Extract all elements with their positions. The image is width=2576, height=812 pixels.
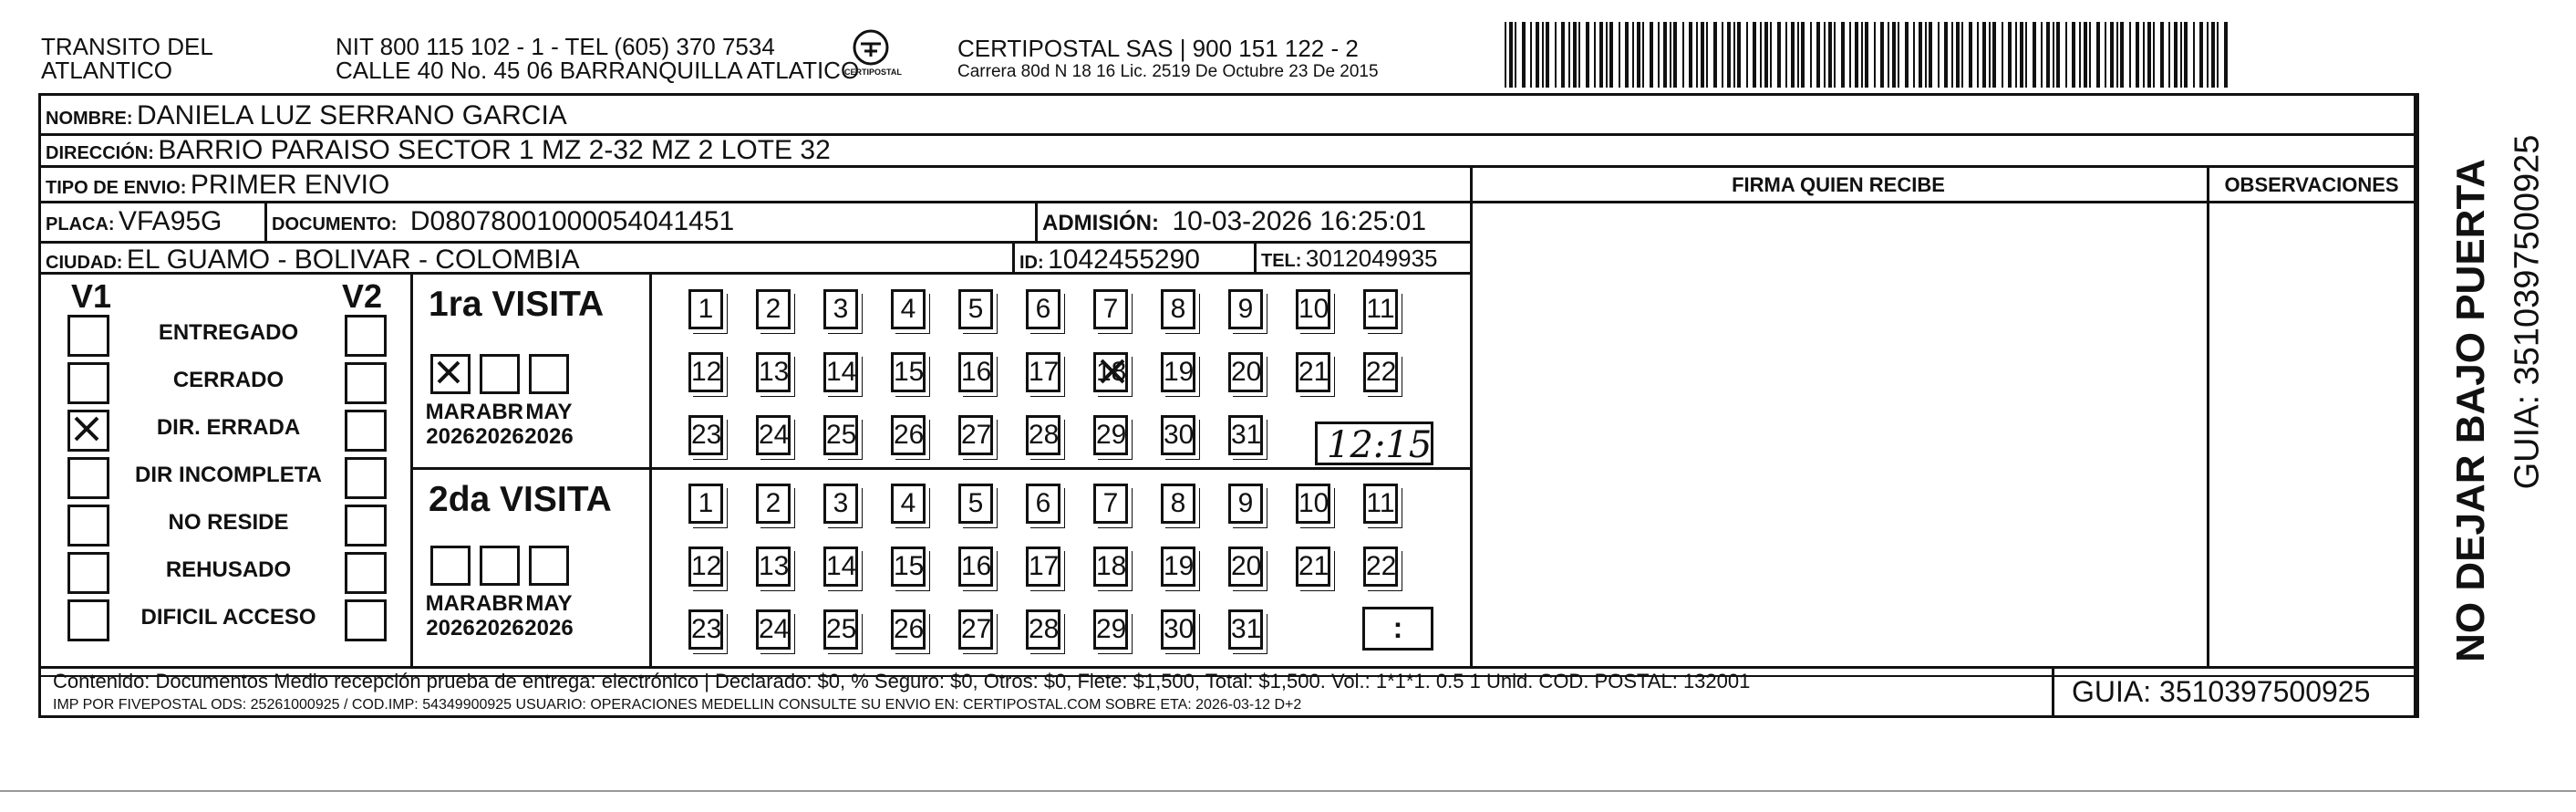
day-checkbox[interactable]: 26 xyxy=(891,609,926,650)
day-checkbox[interactable]: 24 xyxy=(756,415,791,455)
v1-checkbox[interactable] xyxy=(67,552,109,594)
v2-checkbox[interactable] xyxy=(345,315,387,357)
day-checkbox[interactable]: 1 xyxy=(688,289,723,329)
month-checkbox[interactable] xyxy=(529,546,569,586)
day-checkbox[interactable]: 27 xyxy=(958,415,993,455)
divider xyxy=(410,467,1470,470)
v1-checkbox[interactable] xyxy=(67,505,109,547)
nombre-label: NOMBRE: xyxy=(46,109,133,129)
v1-checkbox[interactable] xyxy=(67,599,109,641)
month-label xyxy=(474,591,525,640)
page-edge xyxy=(0,790,2576,792)
footer-contenido: Contenido: Documentos Medio recepción prueba de entrega: electrónico | Declarado: $0, % Seguro: $0, Otros: $0, Flete: $1,500, Total: $1,500. Vol.: 1*1*1. 0.5 1 Unid. COD. POSTAL: 132001 xyxy=(53,670,1751,692)
day-checkbox[interactable]: 14 xyxy=(823,352,858,392)
courier-logo-text: CERTIPOSTAL xyxy=(844,68,902,77)
month-year: 2026 xyxy=(524,616,574,640)
day-checkbox[interactable]: 22 xyxy=(1363,547,1398,587)
v1-checkbox[interactable] xyxy=(67,315,109,357)
observaciones-area[interactable] xyxy=(2210,204,2415,664)
v2-checkbox[interactable] xyxy=(345,505,387,547)
sender-name-line-2: ATLANTICO xyxy=(41,57,172,84)
sender-contact-line-2: CALLE 40 No. 45 06 BARRANQUILLA ATLATICO xyxy=(336,57,860,84)
day-checkbox[interactable]: 8 xyxy=(1161,484,1195,524)
divider xyxy=(1254,241,1257,272)
month-name: MAR xyxy=(425,400,476,424)
day-checkbox[interactable]: 5 xyxy=(958,289,993,329)
day-checkbox[interactable]: 9 xyxy=(1228,289,1263,329)
divider xyxy=(264,201,267,241)
sender-name-line-1: TRANSITO DEL xyxy=(41,33,213,60)
direccion-label: DIRECCIÓN: xyxy=(46,143,154,163)
status-label: DIFICIL ACCESO xyxy=(140,605,316,630)
divider xyxy=(1012,241,1015,272)
day-checkbox[interactable]: 25 xyxy=(823,415,858,455)
ciudad-value: EL GUAMO - BOLIVAR - COLOMBIA xyxy=(126,245,580,275)
day-checkbox[interactable]: 10 xyxy=(1296,484,1330,524)
day-checkbox[interactable]: 23 xyxy=(688,415,723,455)
month-year: 2026 xyxy=(524,424,574,449)
day-checkbox[interactable]: 27 xyxy=(958,609,993,650)
day-checkbox[interactable]: 13 xyxy=(756,547,791,587)
courier-name: CERTIPOSTAL SAS | 900 151 122 - 2 xyxy=(957,35,1359,62)
placa-field xyxy=(46,206,222,237)
day-checkbox[interactable]: 31 xyxy=(1228,415,1263,455)
nombre-row xyxy=(46,100,567,131)
month-year: 2026 xyxy=(426,424,475,449)
id-field xyxy=(1019,245,1200,276)
day-checkbox[interactable]: 28 xyxy=(1026,415,1060,455)
firma-area[interactable] xyxy=(1474,204,2203,664)
day-checkbox[interactable]: 8 xyxy=(1161,289,1195,329)
day-checkbox[interactable]: 15 xyxy=(891,547,926,587)
month-checkbox[interactable] xyxy=(430,546,471,586)
day-checkbox[interactable]: 18 xyxy=(1093,547,1128,587)
day-checkbox[interactable]: 26 xyxy=(891,415,926,455)
x-check-mark-icon xyxy=(70,412,107,449)
month-name: ABR xyxy=(476,400,523,424)
divider xyxy=(2052,666,2054,718)
day-checkbox[interactable]: 16 xyxy=(958,352,993,392)
month-label xyxy=(523,591,574,640)
day-checkbox[interactable]: 4 xyxy=(891,484,926,524)
status-label: ENTREGADO xyxy=(158,320,299,345)
status-label: CERRADO xyxy=(172,368,284,392)
day-checkbox[interactable]: 19 xyxy=(1161,352,1195,392)
day-checkbox[interactable]: 24 xyxy=(756,609,791,650)
visita1-time-box[interactable] xyxy=(1315,422,1433,465)
month-name: MAR xyxy=(425,591,476,616)
day-checkbox[interactable]: 7 xyxy=(1093,484,1128,524)
placa-value: VFA95G xyxy=(119,206,222,236)
documento-value: D08078001000054041451 xyxy=(409,206,735,236)
admision-label: ADMISIÓN: xyxy=(1042,211,1159,235)
documento-field xyxy=(272,206,734,237)
day-checkbox[interactable]: 17 xyxy=(1026,547,1060,587)
month-checkbox[interactable] xyxy=(529,354,569,394)
day-checkbox[interactable]: 9 xyxy=(1228,484,1263,524)
id-label: ID: xyxy=(1019,253,1044,273)
day-checkbox[interactable]: 16 xyxy=(958,547,993,587)
admision-field xyxy=(1042,206,1426,237)
placa-label: PLACA: xyxy=(46,214,115,234)
barcode-image xyxy=(1505,22,2234,88)
tel-field xyxy=(1261,245,1438,273)
day-checkbox[interactable]: 22 xyxy=(1363,352,1398,392)
direccion-row xyxy=(46,135,831,166)
month-year: 2026 xyxy=(426,616,475,640)
day-checkbox[interactable]: 21 xyxy=(1296,352,1330,392)
day-checkbox[interactable]: 2 xyxy=(756,484,791,524)
day-checkbox[interactable]: 15 xyxy=(891,352,926,392)
month-checkbox[interactable] xyxy=(480,354,520,394)
month-year: 2026 xyxy=(475,616,524,640)
divider xyxy=(38,666,2416,669)
tel-label: TEL: xyxy=(1261,251,1302,271)
day-checkbox[interactable]: 11 xyxy=(1363,289,1398,329)
ciudad-field xyxy=(46,245,580,276)
direccion-value: BARRIO PARAISO SECTOR 1 MZ 2-32 MZ 2 LOTE 32 xyxy=(158,135,831,165)
ciudad-label: CIUDAD: xyxy=(46,253,123,273)
day-checkbox[interactable]: 11 xyxy=(1363,484,1398,524)
month-label xyxy=(425,591,476,640)
day-checkbox[interactable]: 31 xyxy=(1228,609,1263,650)
footer-guia: GUIA: 3510397500925 xyxy=(2072,675,2371,708)
nombre-value: DANIELA LUZ SERRANO GARCIA xyxy=(137,100,567,130)
day-checkbox[interactable]: 25 xyxy=(823,609,858,650)
id-value: 1042455290 xyxy=(1048,245,1200,275)
v1-checkbox[interactable] xyxy=(67,362,109,404)
v2-checkbox[interactable] xyxy=(345,552,387,594)
sender-name xyxy=(41,35,213,82)
day-checkbox[interactable]: 20 xyxy=(1228,352,1263,392)
v2-checkbox[interactable] xyxy=(345,410,387,452)
day-checkbox[interactable]: 18 xyxy=(1093,352,1128,392)
day-checkbox[interactable]: 6 xyxy=(1026,484,1060,524)
x-check-mark-icon xyxy=(1096,355,1133,391)
firma-header: FIRMA QUIEN RECIBE xyxy=(1732,173,1945,196)
day-checkbox[interactable]: 23 xyxy=(688,609,723,650)
divider xyxy=(1470,165,1473,666)
sender-contact xyxy=(336,35,859,82)
day-checkbox[interactable]: 6 xyxy=(1026,289,1060,329)
day-checkbox[interactable]: 12 xyxy=(688,352,723,392)
day-checkbox[interactable]: 13 xyxy=(756,352,791,392)
tipo-envio-row xyxy=(46,170,389,201)
day-checkbox[interactable]: 30 xyxy=(1161,415,1195,455)
month-name: MAY xyxy=(525,591,573,616)
month-name: MAY xyxy=(525,400,573,424)
side-no-dejar-bajo-puerta: NO DEJAR BAJO PUERTA xyxy=(2448,159,2493,662)
tipo-envio-label: TIPO DE ENVIO: xyxy=(46,178,187,198)
status-label: DIR INCOMPLETA xyxy=(135,463,322,487)
documento-label: DOCUMENTO: xyxy=(272,214,398,234)
footer-imp: IMP POR FIVEPOSTAL ODS: 25261000925 / COD.IMP: 54349900925 USUARIO: OPERACIONES MEDELLIN CONSULTE SU ENVIO EN: CERTIPOSTAL.COM SOBRE ETA: 2026-03-12 D+2 xyxy=(53,697,1302,713)
sender-contact-line-1: NIT 800 115 102 - 1 - TEL (605) 370 7534 xyxy=(336,33,775,60)
visita2-time-placeholder: : xyxy=(1392,611,1403,644)
v2-checkbox[interactable] xyxy=(345,599,387,641)
visita1-time-handwritten: 12:15 xyxy=(1327,424,1433,466)
day-checkbox[interactable]: 14 xyxy=(823,547,858,587)
visita2-time-box[interactable] xyxy=(1362,607,1433,651)
courier-license: Carrera 80d N 18 16 Lic. 2519 De Octubre 23 De 2015 xyxy=(957,62,1379,81)
day-checkbox[interactable]: 3 xyxy=(823,289,858,329)
status-label: DIR. ERRADA xyxy=(156,415,301,440)
month-year: 2026 xyxy=(475,424,524,449)
month-label xyxy=(425,400,476,449)
visita1-title: 1ra VISITA xyxy=(429,285,605,324)
v1-checkbox[interactable] xyxy=(67,410,109,452)
side-guia: GUIA: 3510397500925 xyxy=(2508,134,2547,490)
v2-checkbox[interactable] xyxy=(345,457,387,499)
visita2-title: 2da VISITA xyxy=(429,480,612,519)
divider xyxy=(2207,165,2209,666)
day-checkbox[interactable]: 29 xyxy=(1093,609,1128,650)
divider xyxy=(38,201,2416,203)
divider xyxy=(2416,93,2419,718)
month-label xyxy=(474,400,525,449)
day-checkbox[interactable]: 17 xyxy=(1026,352,1060,392)
day-checkbox[interactable]: 10 xyxy=(1296,289,1330,329)
day-checkbox[interactable]: 29 xyxy=(1093,415,1128,455)
courier-logo-icon xyxy=(841,27,901,91)
v2-checkbox[interactable] xyxy=(345,362,387,404)
day-checkbox[interactable]: 3 xyxy=(823,484,858,524)
month-checkbox[interactable] xyxy=(430,354,471,394)
day-checkbox[interactable]: 30 xyxy=(1161,609,1195,650)
day-checkbox[interactable]: 7 xyxy=(1093,289,1128,329)
tel-value: 3012049935 xyxy=(1305,245,1438,272)
v1-checkbox[interactable] xyxy=(67,457,109,499)
day-checkbox[interactable]: 1 xyxy=(688,484,723,524)
month-label xyxy=(523,400,574,449)
month-checkbox[interactable] xyxy=(480,546,520,586)
v1-header: V1 xyxy=(71,277,112,315)
courier-logo xyxy=(841,27,901,91)
admision-value: 10-03-2026 16:25:01 xyxy=(1172,206,1427,236)
tipo-envio-value: PRIMER ENVIO xyxy=(190,170,390,200)
day-checkbox[interactable]: 20 xyxy=(1228,547,1263,587)
day-checkbox[interactable]: 12 xyxy=(688,547,723,587)
divider xyxy=(2207,201,2416,203)
day-checkbox[interactable]: 5 xyxy=(958,484,993,524)
day-checkbox[interactable]: 19 xyxy=(1161,547,1195,587)
month-name: ABR xyxy=(476,591,523,616)
day-checkbox[interactable]: 4 xyxy=(891,289,926,329)
status-label: REHUSADO xyxy=(165,557,292,582)
divider xyxy=(1035,201,1038,241)
day-checkbox[interactable]: 21 xyxy=(1296,547,1330,587)
observaciones-header: OBSERVACIONES xyxy=(2224,173,2399,196)
v2-header: V2 xyxy=(342,277,383,315)
status-label: NO RESIDE xyxy=(168,510,289,535)
day-checkbox[interactable]: 28 xyxy=(1026,609,1060,650)
day-checkbox[interactable]: 2 xyxy=(756,289,791,329)
x-check-mark-icon xyxy=(433,357,468,391)
